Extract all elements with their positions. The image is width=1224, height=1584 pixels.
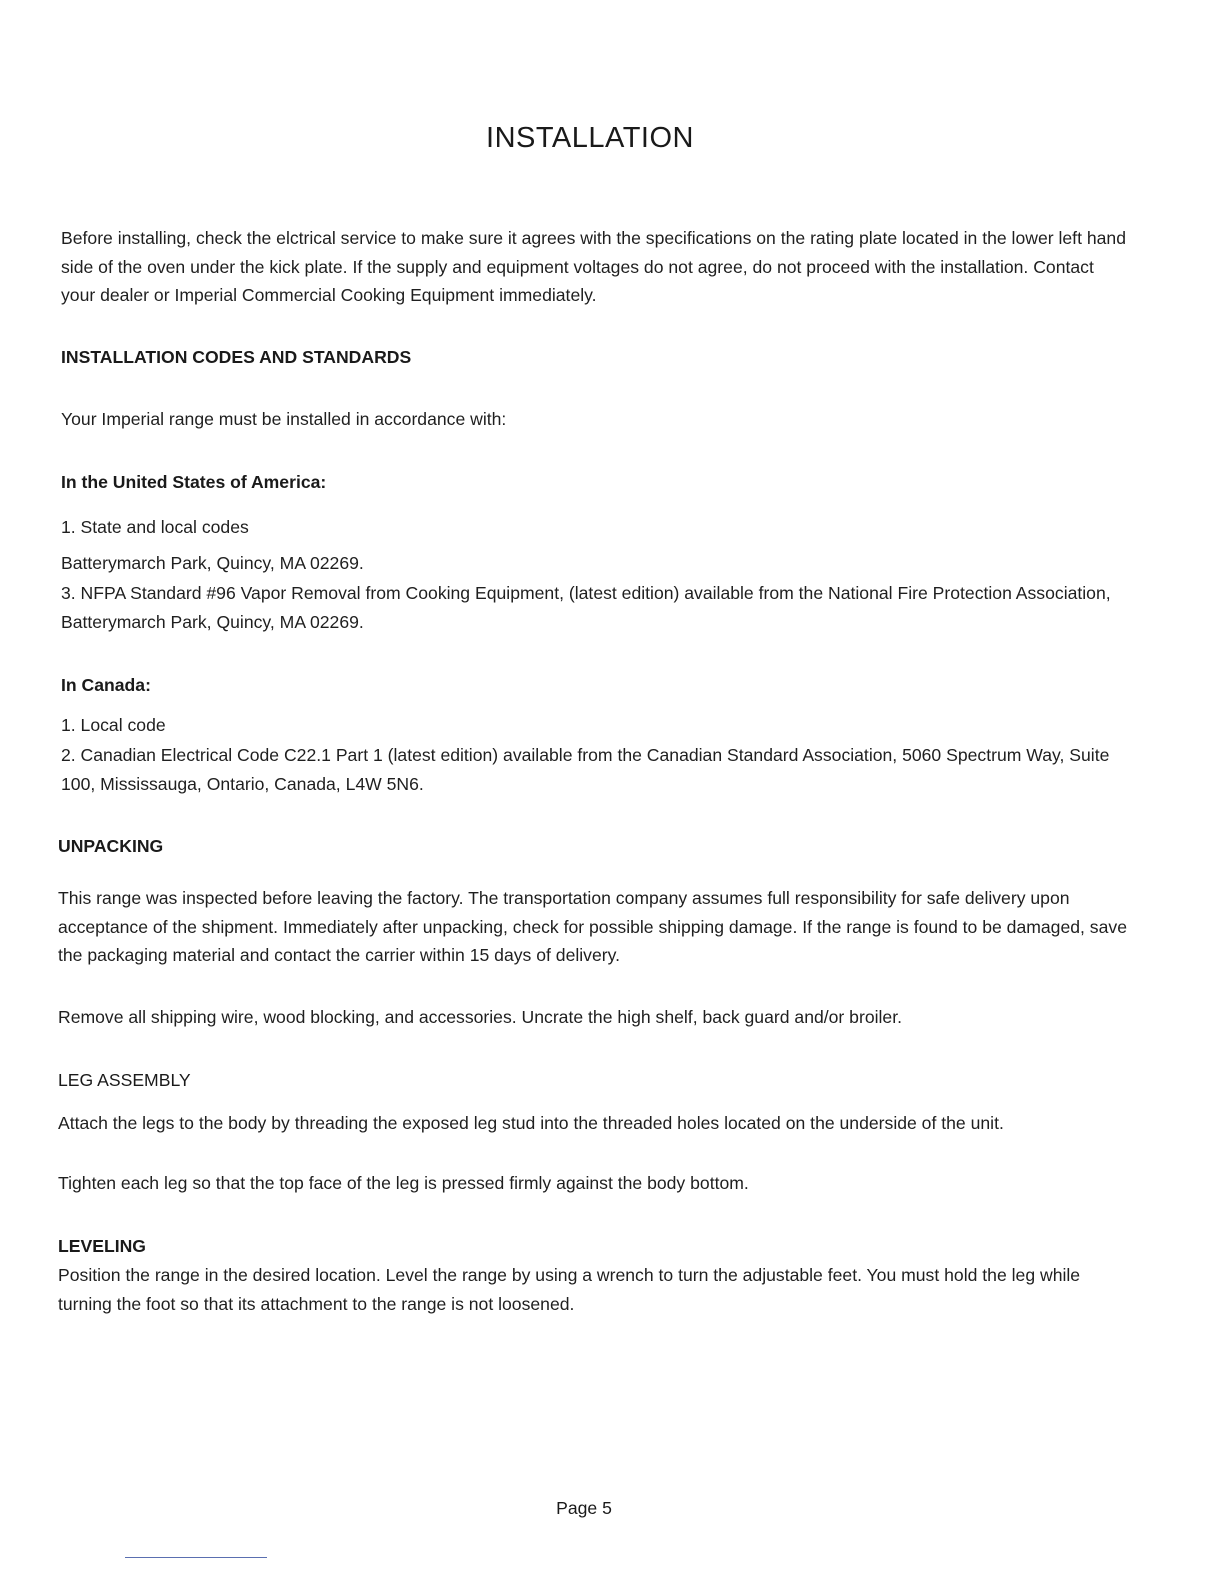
leveling-heading: LEVELING	[58, 1236, 146, 1256]
canada-item-1: 1. Local code	[61, 715, 166, 735]
unpacking-paragraph-2: Remove all shipping wire, wood blocking, and accessories. Uncrate the high shelf, back guard and/or broiler.	[58, 1007, 902, 1027]
canada-item-2: 2. Canadian Electrical Code C22.1 Part 1 (latest edition) available from the Canadian Standard Association, 5060 Spectrum Way, Suite 100, Mississauga, Ontario, Canada, L4W 5N6.	[61, 745, 1110, 794]
leg-assembly-paragraph-2: Tighten each leg so that the top face of the leg is pressed firmly against the body bottom.	[58, 1173, 749, 1193]
codes-intro: Your Imperial range must be installed in accordance with:	[61, 409, 507, 429]
usa-item-1: 1. State and local codes	[61, 517, 249, 537]
intro-paragraph: Before installing, check the elctrical service to make sure it agrees with the specifications on the rating plate located in the lower left hand side of the oven under the kick plate. If the supply and equipment voltages do not agree, do not proceed with the installation. Contact your dealer or Imperial Commercial Cooking Equipment immediately.	[61, 228, 1126, 305]
usa-item-2-fragment: Batterymarch Park, Quincy, MA 02269.	[61, 553, 364, 573]
leveling-paragraph: Position the range in the desired location. Level the range by using a wrench to turn the adjustable feet. You must hold the leg while turning the foot so that its attachment to the range is not loosened.	[58, 1265, 1081, 1314]
scan-underline-divider	[125, 1557, 267, 1558]
usa-item-3: 3. NFPA Standard #96 Vapor Removal from Cooking Equipment, (latest edition) available from the National Fire Protection Association, Batterymarch Park, Quincy, MA 02269.	[61, 583, 1111, 632]
usa-heading: In the United States of America:	[61, 472, 327, 492]
unpacking-paragraph-1: This range was inspected before leaving the factory. The transportation company assumes full responsibility for safe delivery upon acceptance of the shipment. Immediately after unpacking, check for possible shipping damage. If the range is found to be damaged, save the packaging material and contact the carrier within 15 days of delivery.	[58, 888, 1127, 965]
leg-assembly-heading: LEG ASSEMBLY	[58, 1070, 191, 1090]
leg-assembly-paragraph-1: Attach the legs to the body by threading the exposed leg stud into the threaded holes located on the underside of the unit.	[58, 1113, 1004, 1133]
unpacking-heading: UNPACKING	[58, 836, 164, 856]
canada-heading: In Canada:	[61, 675, 151, 695]
codes-heading: INSTALLATION CODES AND STANDARDS	[61, 347, 412, 367]
page-title: INSTALLATION	[486, 122, 694, 154]
page-number: Page 5	[556, 1498, 612, 1518]
